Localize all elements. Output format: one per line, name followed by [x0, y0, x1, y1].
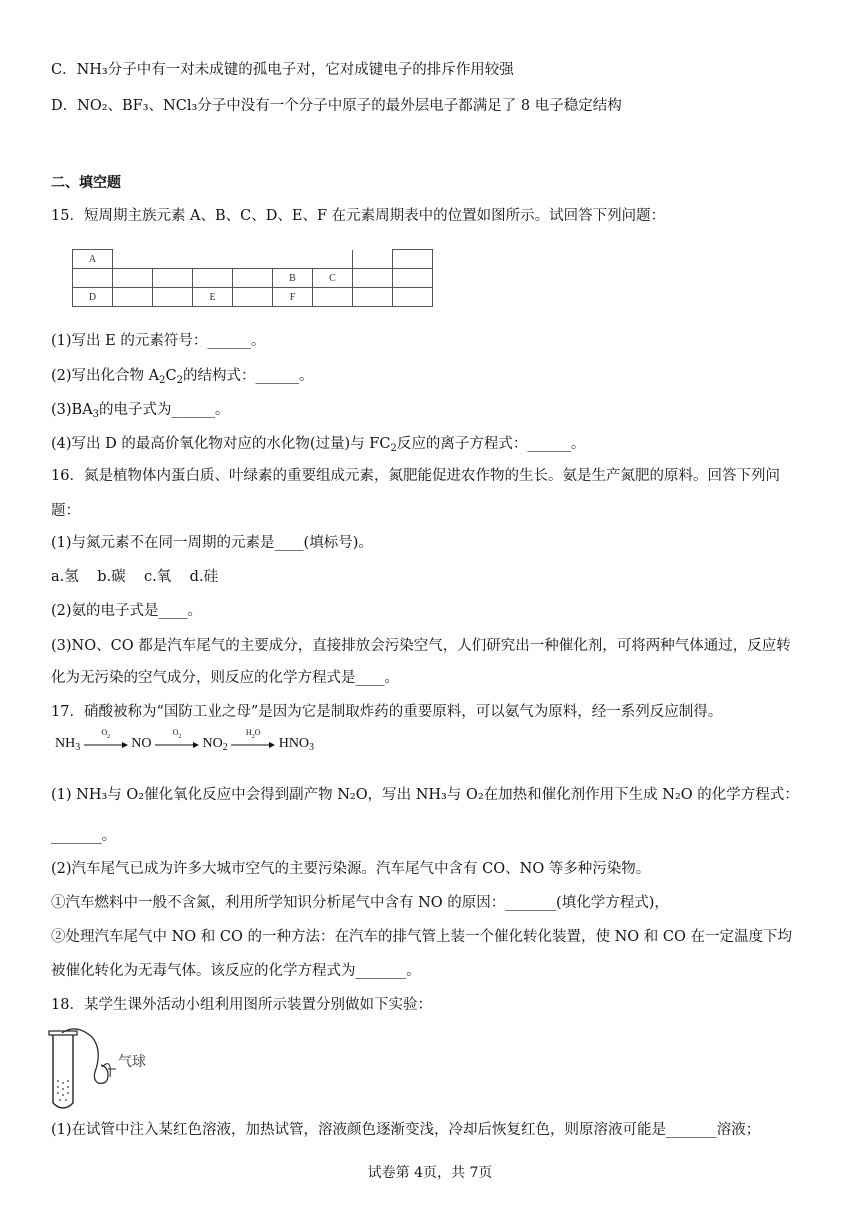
q16-p1: (1)与氮元素不在同一周期的元素是____(填标号)。	[51, 535, 373, 551]
q17-p1b: _______。	[51, 828, 117, 844]
q16-p3b: 化为无污染的空气成分，则反应的化学方程式是____。	[51, 670, 399, 686]
q17-p2-ii-b: 被催化转化为无毒气体。该反应的化学方程式为_______。	[51, 963, 421, 979]
cell-b: B	[273, 269, 313, 288]
cell-d: D	[73, 288, 113, 307]
q17-p2-i: ①汽车燃料中一般不含氮，利用所学知识分析尾气中含有 NO 的原因：_______(填化学方程式)，	[51, 895, 669, 911]
periodic-table-figure	[72, 249, 433, 307]
arrow-icon: $H_2O$	[231, 737, 275, 751]
test-tube-balloon-figure	[46, 1027, 166, 1117]
q17-p2: (2)汽车尾气已成为许多大城市空气的主要污染源。汽车尾气中含有 CO、NO 等多种污染物。	[51, 861, 651, 877]
q18-p1: (1)在试管中注入某红色溶液，加热试管，溶液颜色逐渐变浅，冷却后恢复红色，则原溶液可能是_______溶液；	[51, 1122, 761, 1138]
balloon-label: 气球	[118, 1054, 146, 1070]
cell-f: F	[273, 288, 313, 307]
q15-p3: $(3)BA_3$的电子式为______。	[51, 402, 230, 420]
q16-p3a: (3)NO、CO 都是汽车尾气的主要成分，直接排放会污染空气，人们研究出一种催化剂，可将两种气体通过，反应转	[51, 638, 791, 654]
reaction-chain: $NH_3$ $O_2$ NO $O_2$ $NO_2$ $H_2O$ $HNO_3$	[55, 727, 315, 753]
q17-p2-ii-a: ②处理汽车尾气中 NO 和 CO 的一种方法：在汽车的排气管上装一个催化转化装置，使 NO 和 CO 在一定温度下均	[51, 929, 792, 945]
arrow-icon: $O_2$	[84, 737, 128, 751]
q16-stem-2: 题：	[51, 503, 80, 519]
option-c: C．NH₃分子中有一对未成键的孤电子对，它对成键电子的排斥作用较强	[51, 62, 514, 78]
q15-p1: (1)写出 E 的元素符号：______。	[51, 333, 266, 349]
q15-p2: (2)写出化合物 $A_2C_2$的结构式：______。	[51, 368, 314, 386]
q17-p1a: (1) NH₃与 O₂催化氧化反应中会得到副产物 N₂O，写出 NH₃与 O₂在加热和催化剂作用下生成 N₂O 的化学方程式：	[51, 787, 799, 803]
section-title: 二、填空题	[51, 175, 121, 191]
arrow-icon: $O_2$	[155, 737, 199, 751]
q16-p2: (2)氨的电子式是____。	[51, 603, 203, 619]
q18-stem: 18．某学生课外活动小组利用图所示装置分别做如下实验：	[51, 997, 432, 1013]
q17-stem: 17．硝酸被称为“国防工业之母”是因为它是制取炸药的重要原料，可以氨气为原料，经一系列反应制得。	[51, 704, 723, 720]
q16-choices: a.氢 b.碳 c.氧 d.硅	[51, 569, 219, 585]
cell-e: E	[193, 288, 233, 307]
cell-a: A	[73, 250, 113, 269]
q15-p4: (4)写出 D 的最高价氧化物对应的水化物(过量)与 $FC_2$反应的离子方程式：______。	[51, 436, 586, 454]
test-tube-icon	[46, 1027, 166, 1113]
q16-stem-1: 16．氮是植物体内蛋白质、叶绿素的重要组成元素，氮肥能促进农作物的生长。氨是生产氮肥的原料。回答下列问	[51, 468, 780, 484]
q15-stem: 15．短周期主族元素 A、B、C、D、E、F 在元素周期表中的位置如图所示。试回答下列问题：	[51, 208, 666, 224]
option-d: D．NO₂、BF₃、NCl₃分子中没有一个分子中原子的最外层电子都满足了 8 电子稳定结构	[51, 98, 622, 114]
cell-c: C	[313, 269, 353, 288]
page-footer: 试卷第 4页，共 7页	[367, 1165, 493, 1181]
